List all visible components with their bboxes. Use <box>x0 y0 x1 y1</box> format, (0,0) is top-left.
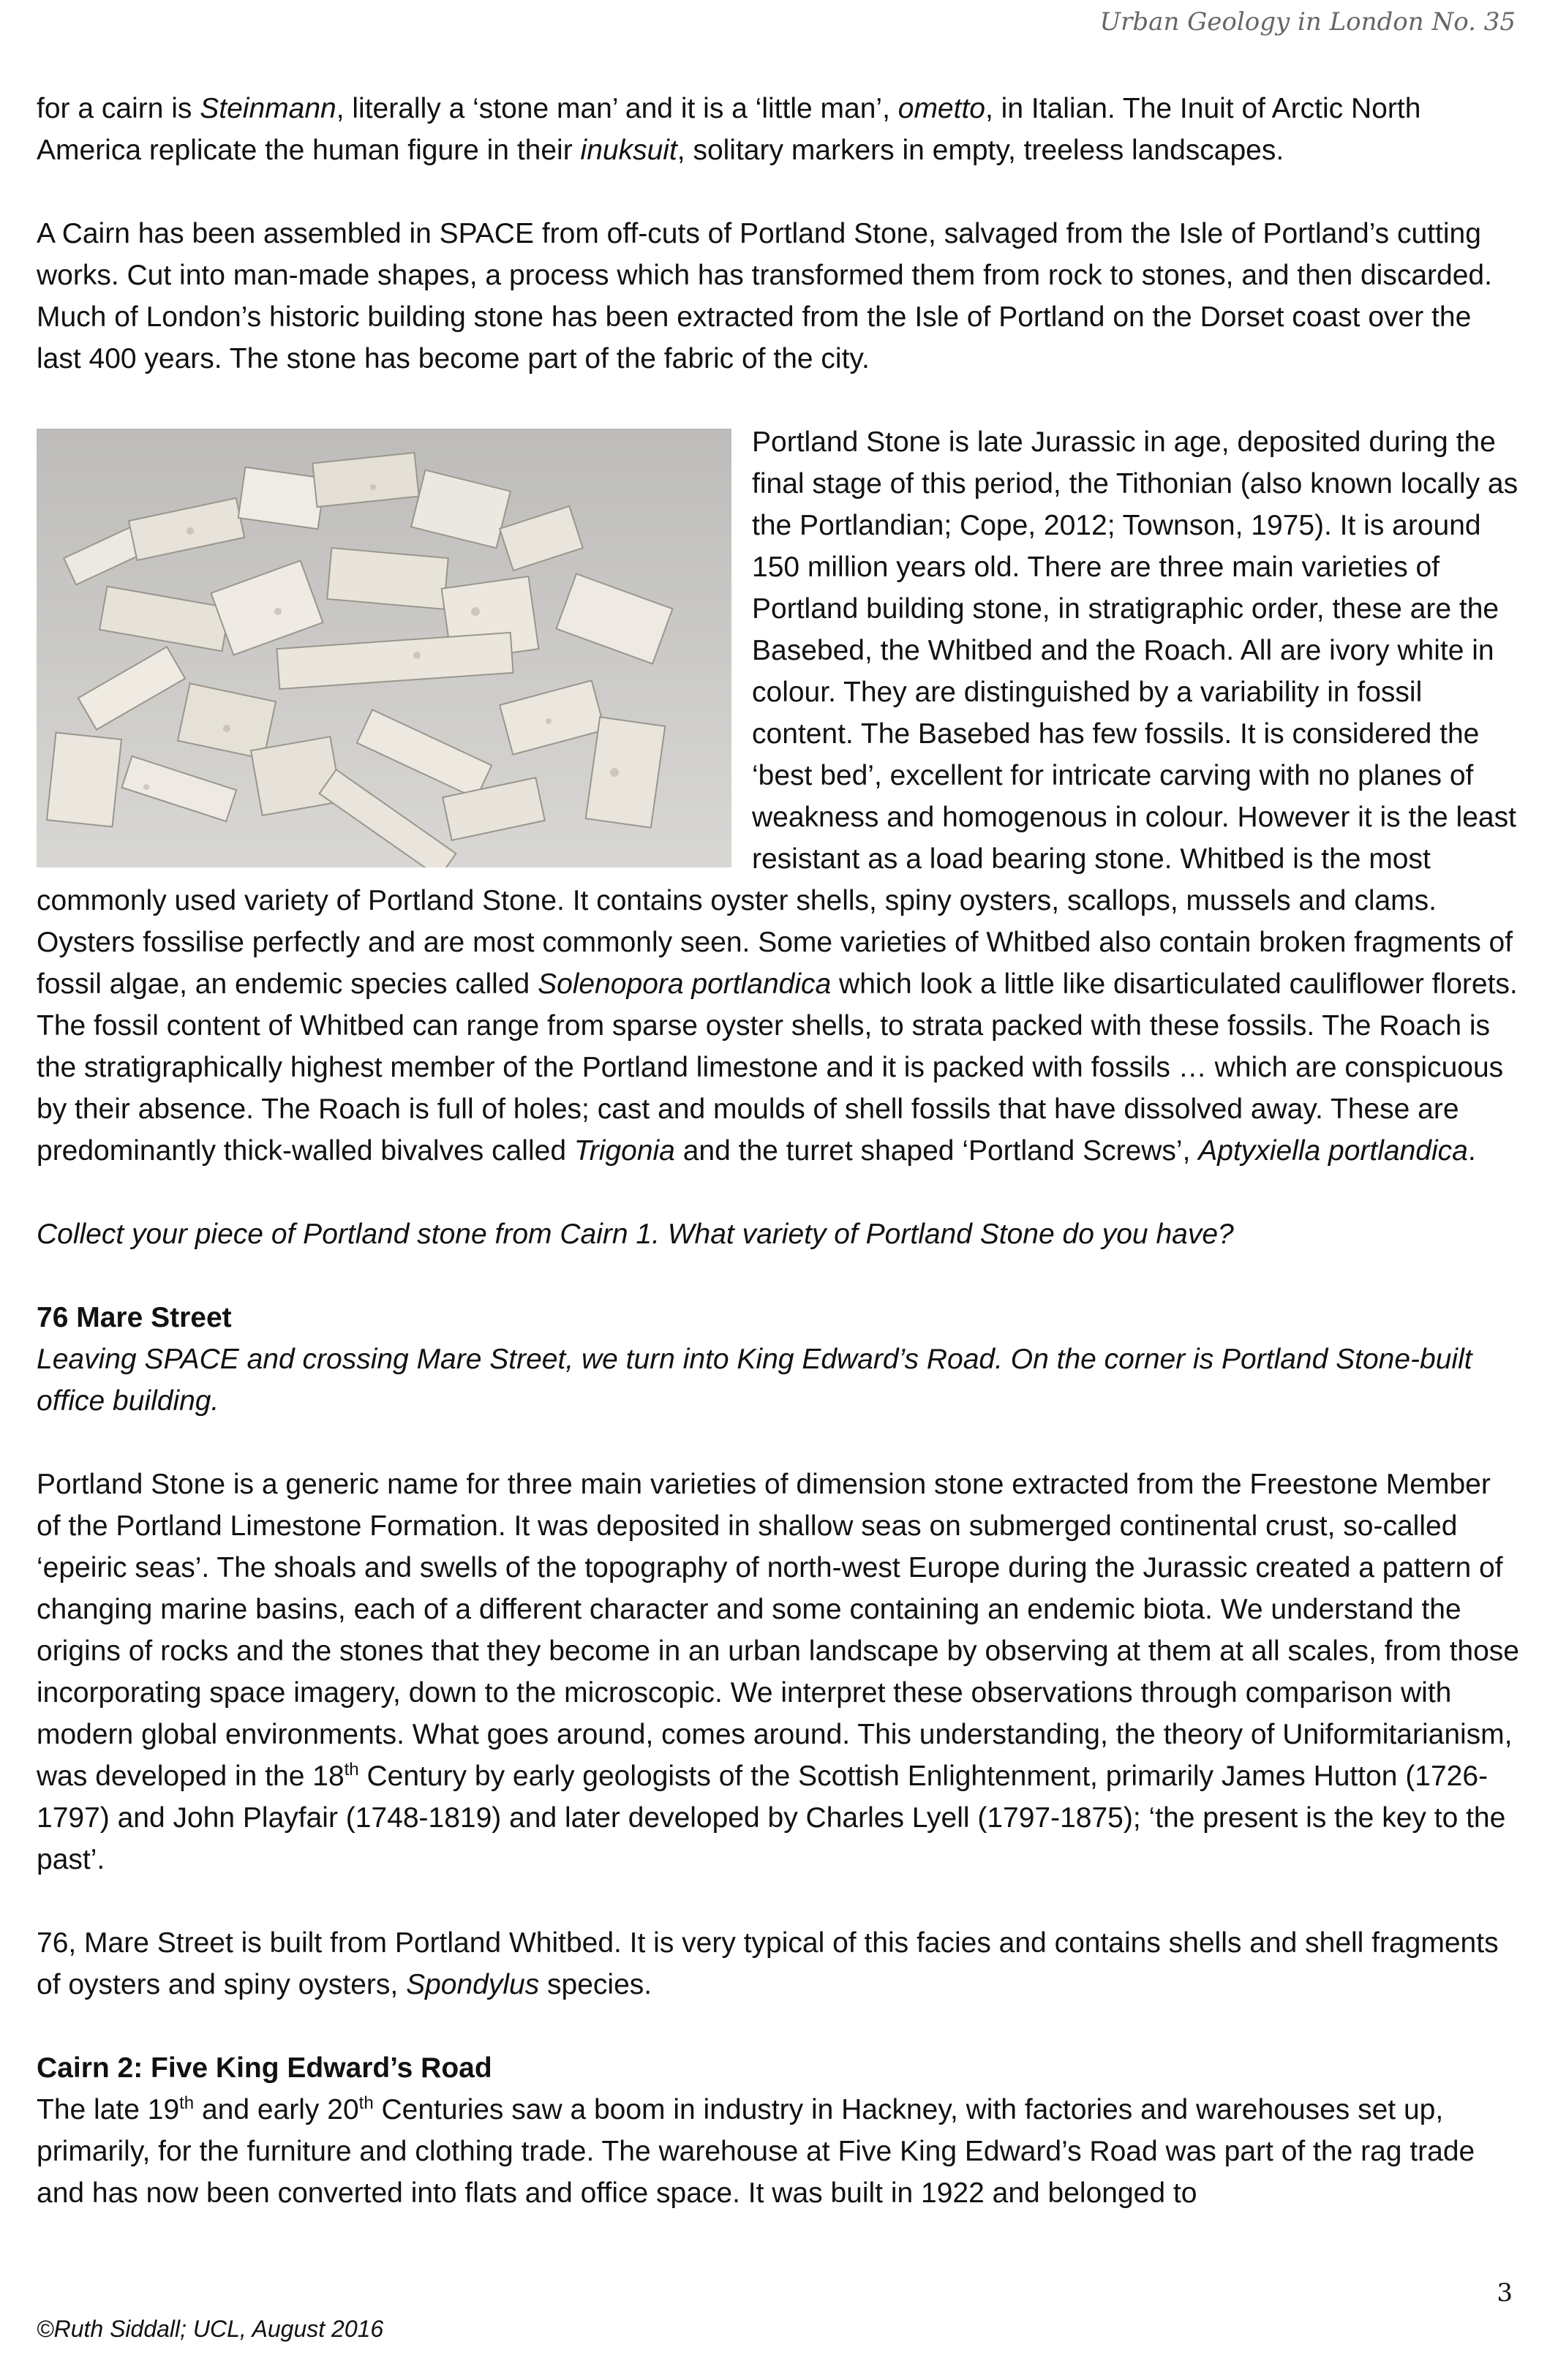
superscript: th <box>358 2093 374 2113</box>
page-number: 3 <box>1497 2278 1513 2308</box>
italic-term: inuksuit <box>580 135 677 166</box>
running-header: Urban Geology in London No. 35 <box>1099 7 1516 37</box>
text-run: , in Italian. The Inuit of Arctic North America replicate the human figure in their <box>37 93 1421 166</box>
text-run: Century by early geologists of the Scottish Enlightenment, primarily James Hutton (1726-1797) and John Playfair (1748-1819) and later developed by Charles Lyell (1797-1875); ‘the present is the key to the past’. <box>37 1760 1506 1875</box>
body-text <box>37 88 1521 2214</box>
stone-pile-illustration <box>37 429 731 867</box>
text-run: and early 20 <box>194 2094 359 2125</box>
italic-term: Solenopora portlandica <box>538 968 832 1000</box>
directions-paragraph: Leaving SPACE and crossing Mare Street, we turn into King Edward’s Road. On the corner is Portland Stone-built office building. <box>37 1344 1472 1417</box>
paragraph-hackney-industry <box>37 2089 1521 2214</box>
italic-term: Spondylus <box>406 1969 540 2000</box>
text-run: 76, Mare Street is built from Portland Whitbed. It is very typical of this facies and contains shells and shell fragments of oysters and spiny oysters, <box>37 1927 1499 2000</box>
paragraph-uniformitarianism <box>37 1464 1521 1880</box>
text-run: Portland Stone is late Jurassic in age, deposited during the final stage of this period, the Tithonian (also known locally as the Portlandian; Cope, 2012; Townson, 1975). It is around 150 million years old. There are three main varieties of Portland building stone, in stratigraphic order, these are the Basebed, the Whitbed and the Roach. All are ivory white in colour. They are distinguished by a variability in fossil content. The Basebed has few fossils. It is considered the ‘best bed’, excellent for intricate carving with no planes of weakness and homogenous in colour. However it is the least resistant as a load bearing stone. Whitbed is the most commonly used variety of Portland Stone. It contains oyster shells, spiny oysters, scallops, mussels and clams. Oysters fossilise perfectly and are most commonly seen. Some varieties of Whitbed also contain broken fragments of fossil algae, an endemic species called <box>37 426 1519 1000</box>
text-run: . <box>1467 1135 1476 1167</box>
paragraph-portland-varieties <box>37 421 1521 1172</box>
text-run: and the turret shaped ‘Portland Screws’, <box>674 1135 1199 1167</box>
italic-term: Steinmann <box>200 93 336 124</box>
italic-term: Trigonia <box>573 1135 675 1167</box>
text-run: , solitary markers in empty, treeless landscapes. <box>677 135 1284 166</box>
text-run: Portland Stone is a generic name for three main varieties of dimension stone extracted from the Freestone Member of the Portland Limestone Formation. It was deposited in shallow seas on submerged continental crust, so-called ‘epeiric seas’. The shoals and swells of the topography of north-west Europe during the Jurassic created a pattern of changing marine basins, each of a different character and some containing an endemic biota. We understand the origins of rocks and the stones that they become in an urban landscape by observing at them at all scales, from those incorporating space imagery, down to the microscopic. We interpret these observations through comparison with modern global environments. What goes around, comes around. This understanding, the theory of Uniformitarianism, was developed in the 18 <box>37 1469 1519 1792</box>
text-run: The late 19 <box>37 2094 180 2125</box>
italic-term: Aptyxiella portlandica <box>1198 1135 1468 1167</box>
superscript: th <box>344 1760 359 1780</box>
activity-prompt: Collect your piece of Portland stone from Cairn 1. What variety of Portland Stone do you have? <box>37 1219 1234 1250</box>
text-run: Centuries saw a boom in industry in Hackney, with factories and warehouses set up, primarily, for the furniture and clothing trade. The warehouse at Five King Edward’s Road was part of the rag trade and has now been converted into flats and office space. It was built in 1922 and belonged to <box>37 2094 1475 2209</box>
section-heading-cairn-2: Cairn 2: Five King Edward’s Road <box>37 2052 492 2084</box>
cairn-stones-photo <box>37 429 731 867</box>
text-run: , literally a ‘stone man’ and it is a ‘little man’, <box>336 93 898 124</box>
paragraph-mare-street-whitbed <box>37 1922 1521 2006</box>
text-run: which look a little like disarticulated cauliflower florets. The fossil content of Whitbed can range from sparse oyster shells, to strata packed with these fossils. The Roach is the stratigraphically highest member of the Portland limestone and it is packed with fossils … which are conspicuous by their absence. The Roach is full of holes; cast and moulds of shell fossils that have dissolved away. These are predominantly thick-walled bivalves called <box>37 968 1518 1167</box>
section-heading-mare-street: 76 Mare Street <box>37 1302 232 1333</box>
superscript: th <box>179 2093 195 2113</box>
italic-term: ometto <box>897 93 985 124</box>
copyright-footer: ©Ruth Siddall; UCL, August 2016 <box>37 2316 384 2342</box>
paragraph-cairn-space: A Cairn has been assembled in SPACE from off-cuts of Portland Stone, salvaged from the Isle of Portland’s cutting works. Cut into man-made shapes, a process which has transformed them from rock to stones, and then discarded. Much of London’s historic building stone has been extracted from the Isle of Portland on the Dorset coast over the last 400 years. The stone has become part of the fabric of the city. <box>37 218 1492 374</box>
paragraph-cairn-names <box>37 88 1521 171</box>
text-run: for a cairn is <box>37 93 200 124</box>
text-run: species. <box>539 1969 652 2000</box>
